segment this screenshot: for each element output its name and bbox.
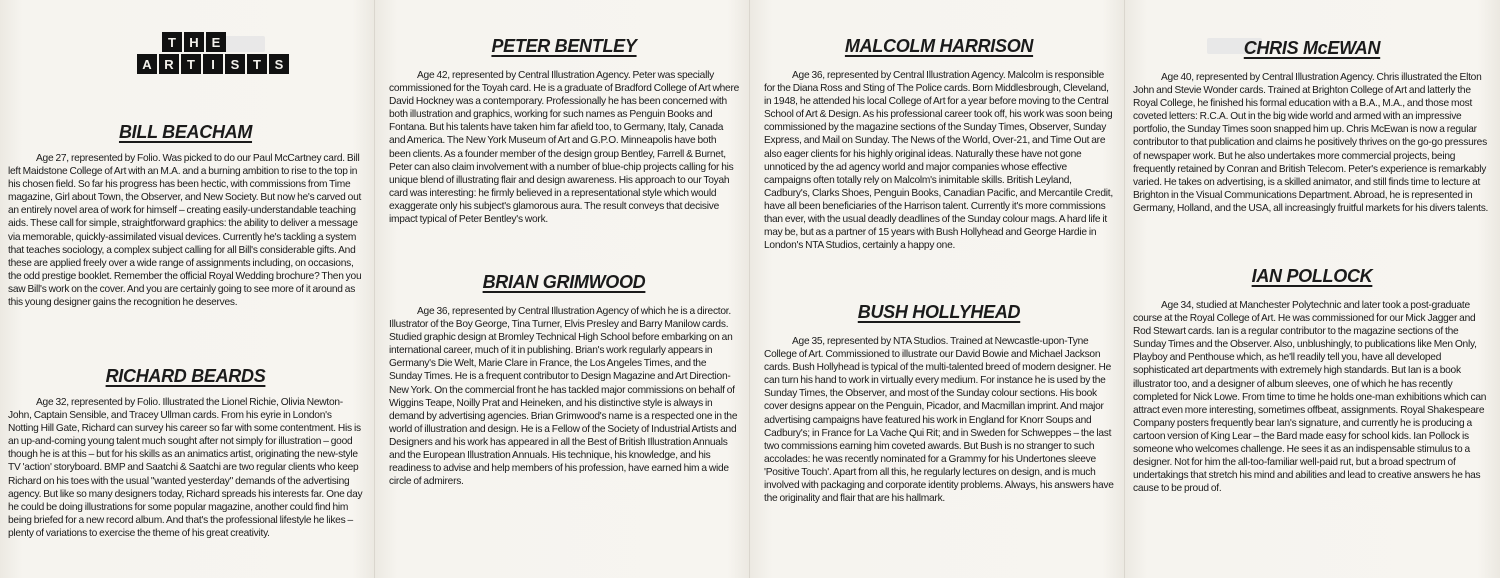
artist-brian-grimwood <box>389 272 739 488</box>
title-letter: H <box>184 32 204 52</box>
title-letter: A <box>137 54 157 74</box>
title-letter: R <box>159 54 179 74</box>
title-letter: S <box>225 54 245 74</box>
artist-name: BILL BEACHAM <box>118 122 253 142</box>
title-letter: T <box>162 32 182 52</box>
artist-bio: Age 36, represented by Central Illustration Agency. Malcolm is responsible for the Diana Ross and Sting of The Police cards. Born Middlesbrough, Cleveland, in 1948, he attended his local College of Art for a year before moving to the Central School of Art & Design. As his professional career took off, his work was soon being commissioned by the magazine sections of the Sunday Times, Observer, Sunday Express, and Mail on Sunday. The News of the World, Over-21, and Time Out are also eager clients for his highly original ideas. Naturally these have not gone unnoticed by the ad agency world and major companies whose effective campaigns often totally rely on Malcolm's inimitable skills. British Leyland, Cadbury's, Clarks Shoes, Penguin Books, Canadian Pacific, and Mercantile Credit, have all been beneficiaries of the Harrison talent. Currently it's more commissions than ever, with the usual deadly deadlines of the Sunday colour mags. A hard life it may be, but as a partner of 15 years with Bush Hollyhead and George Hardie in London's NTA Studios, certainly a happy one. <box>764 70 1113 252</box>
artist-bio: Age 42, represented by Central Illustration Agency. Peter was specially commissioned for the Toyah card. He is a graduate of Bradford College of Art where David Hockney was a contemporary. Professionally he has been concerned with both illustration and graphics, working for such names as Penguin Books and Fontana. But his talents have taken him far afield too, to Germany, Italy, Canada and America. The New York Museum of Art and G.P.O. Minneapolis have both been clients. As a founder member of the design group Bentley, Farrell & Burnet, Peter can also claim involvement with a number of blue-chip projects calling for his unique blend of illustrating flair and design awareness. His approach to our Toyah card was interesting: he firmly believed in a representational style which would exaggerate only his subject's glamorous aura. The result conveys that decisive impact typical of Peter Bentley's work. <box>389 70 740 226</box>
artist-name: BUSH HOLLYHEAD <box>857 302 1021 322</box>
artist-malcolm-harrison <box>764 36 1114 252</box>
title-letter: E <box>206 32 226 52</box>
title-line-the <box>162 32 289 52</box>
panel-1 <box>0 0 375 578</box>
artist-bio: Age 40, represented by Central Illustration Agency. Chris illustrated the Elton John and Stevie Wonder cards. Trained at Brighton College of Art and latterly the Royal College, he finished his formal education with a B.A., M.A., and those most coveted letters: R.C.A. Out in the big wide world and armed with an impressive portfolio, the Sunday Times soon snapped him up. Chris McEwan is now a regular contributor to that publication and claims he positively thrives on the go-go pressures of newspaper work. But he also undertakes more commercial projects, being frequently retained by Conran and British Telecom. Peter's experience is remarkably varied. He takes on advertising, is a skilled animator, and still finds time to lecture at Brighton in the Visual Communications Department. Abroad, he is represented in Germany, Holland, and the USA, all increasingly fruitful markets for his divers talents. <box>1133 72 1489 214</box>
artist-bush-hollyhead <box>764 302 1114 505</box>
panel-4 <box>1125 0 1500 578</box>
artist-bio: Age 34, studied at Manchester Polytechnic and later took a post-graduate course at the Royal College of Art. He was commissioned for our Mick Jagger and Rod Stewart cards. Ian is a regular contributor to the magazine sections of the Sunday Times and the Observer. Also, unblushingly, to publications like Men Only, Playboy and Penthouse which, as he'll readily tell you, have all developed sophisticated art departments with extremely high standards. But Ian is a book illustrator too, and a designer of album sleeves, one of which he has recently completed for Nick Lowe. From time to time he holds one-man exhibitions which can attract even more interesting, sometimes offbeat, assignments. Royal Shakespeare Company posters frequently bear Ian's signature, and currently he is producing a cartoon version of King Lear – the Bard made easy for school kids. Ian Pollock is someone who welcomes challenge. He sees it as an indispensable stimulus to a designer. Not for him the all-too-familiar well-paid rut, but a broad spectrum of undertakings that stretch his mind and abilities and lead to creative answers he has cause to be proud of. <box>1133 300 1487 495</box>
artist-richard-beards <box>8 366 363 540</box>
artist-name: CHRIS McEWAN <box>1243 38 1381 58</box>
artist-bio: Age 27, represented by Folio. Was picked to do our Paul McCartney card. Bill left Maidstone College of Art with an M.A. and a burning ambition to rise to the top in his chosen field. So far his progress has been hectic, with commissions from Time magazine, Girl about Town, the Observer, and New Society. But now he's carved out an entirely novel area of work for himself – creating easily-understandable teaching aids. These call for simple, straightforward graphics: the ability to deliver a message via memorable, quickly-assimilated visual devices. Currently he's tackling a system that teaches sociology, a complex subject calling for all Bill's considerable gifts. And these are applied freely over a wide range of assignments including, on occasions, the odd prestige booklet. Remember the official Royal Wedding brochure? Then you saw Bill's work on the cover. And you are certainly going to see more of it around as this young designer gains the recognition he deserves. <box>8 153 362 309</box>
title-letter: I <box>203 54 223 74</box>
artist-chris-mcewan <box>1133 38 1491 215</box>
title-letter: T <box>181 54 201 74</box>
title-letter: T <box>247 54 267 74</box>
title-line-artists <box>137 54 289 74</box>
panel-2 <box>375 0 750 578</box>
the-artists-title <box>137 32 289 76</box>
artist-name: IAN POLLOCK <box>1251 266 1373 286</box>
artist-bio: Age 35, represented by NTA Studios. Trained at Newcastle-upon-Tyne College of Art. Commissioned to illustrate our David Bowie and Michael Jackson cards. Bush Hollyhead is typical of the multi-talented breed of modern designer. He can turn his hand to work in virtually every medium. For instance he is used by the Sunday Times, the Observer, and most of the Sunday colour sections. His book cover designs appear on the Penguin, Picador, and Macmillan imprint. And major advertising campaigns have featured his work in England for Knorr Soups and Cadbury's; in France for La Vache Qui Rit; and in Sweden for Schweppes – the last two commissions earning him coveted awards. But Bush is no stranger to such accolades: he was recently nominated for a Grammy for his Undertones sleeve 'Positive Touch'. Apart from all this, he regularly lectures on design, and is much involved with packaging and corporate identity problems. Always, his answers have the originality and flair that are his hallmark. <box>764 336 1114 505</box>
artist-name: MALCOLM HARRISON <box>844 36 1034 56</box>
artist-name: RICHARD BEARDS <box>105 366 266 386</box>
artist-peter-bentley <box>389 36 739 226</box>
artist-ian-pollock <box>1133 266 1491 495</box>
artist-bio: Age 32, represented by Folio. Illustrated the Lionel Richie, Olivia Newton-John, Captain Sensible, and Tracey Ullman cards. From his eyrie in London's Notting Hill Gate, Richard can survey his career so far with some contentment. His is an up-and-coming young talent much sought after not simply for illustration – good though he is at this – but for his skills as an animatics artist, originating the new-style TV 'action' storyboard. BMP and Saatchi & Saatchi are two regular clients who keep Richard on his toes with the usual "wanted yesterday" demands of the advertising agency. But like so many designers today, Richard spreads his interests far. One day he could be doing illustrations for some popular magazine, another could find him being briefed for a new record album. And that's the professional lifestyle he likes – plenty of variations to exercise the theme of his great creativity. <box>8 397 363 539</box>
artist-bio: Age 36, represented by Central Illustration Agency of which he is a director. Illustrator of the Boy George, Tina Turner, Elvis Presley and Barry Manilow cards. Studied graphic design at Bromley Technical High School before embarking on an international career, much of it in publishing. Brian's work regularly appears in Germany's Die Welt, Marie Clare in France, the Los Angeles Times, and the Sunday Times. He is a frequent contributor to Design Magazine and Art Direction-New York. On the commercial front he has tackled major commissions on behalf of Wiggins Teape, Noilly Prat and Heineken, and his distinctive style is always in demand by advertising agencies. Brian Grimwood's name is a respected one in the world of illustration and design. He is a Fellow of the Society of Industrial Artists and Designers and his work has appeared in all the Best of British Illustration Annuals and the European Illustration Annuals. His technique, his knowledge, and his readiness to advise and help members of his profession, have earned him a wide circle of admirers. <box>389 306 738 488</box>
artist-name: BRIAN GRIMWOOD <box>482 272 646 292</box>
title-letter: S <box>269 54 289 74</box>
artist-bill-beacham <box>8 122 363 309</box>
panel-3 <box>750 0 1125 578</box>
artist-name: PETER BENTLEY <box>491 36 637 56</box>
